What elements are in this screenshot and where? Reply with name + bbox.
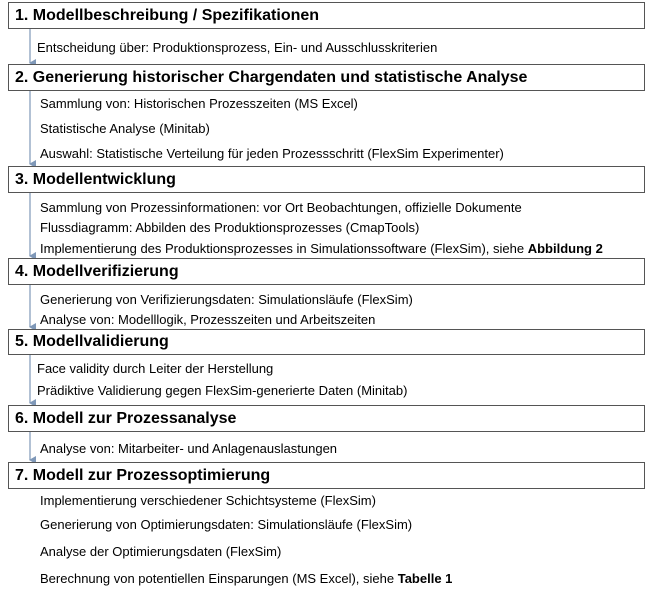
- step-1-item-1: Entscheidung über: Produktionsprozess, Ein- und Ausschlusskriterien: [37, 40, 438, 55]
- step-4-item-2: Analyse von: Modelllogik, Prozesszeiten und Arbeitszeiten: [40, 312, 376, 327]
- step-7-title: 7. Modell zur Prozessoptimierung: [15, 466, 271, 484]
- step-2-box: [8, 64, 645, 91]
- step-4-title: 4. Modellverifizierung: [15, 262, 179, 280]
- step-5-item-1: Face validity durch Leiter der Herstellung: [37, 361, 274, 376]
- step-2-item-3: Auswahl: Statistische Verteilung für jeden Prozessschritt (FlexSim Experimenter): [40, 146, 504, 161]
- step-5-title: 5. Modellvalidierung: [15, 333, 169, 350]
- step-7-box: [8, 462, 645, 489]
- step-3-title: 3. Modellentwicklung: [15, 170, 176, 188]
- step-6-item-1: Analyse von: Mitarbeiter- und Anlagenauslastungen: [40, 441, 338, 456]
- step-7-item-1: Implementierung verschiedener Schichtsysteme (FlexSim): [40, 493, 376, 508]
- step-2-item-1: Sammlung von: Historischen Prozesszeiten (MS Excel): [40, 96, 358, 111]
- step-3-item-1: Sammlung von Prozessinformationen: vor Ort Beobachtungen, offizielle Dokumente: [40, 200, 522, 215]
- step-5-item-2: Prädiktive Validierung gegen FlexSim-generierte Daten (Minitab): [37, 383, 408, 398]
- step-6-box: [8, 405, 645, 432]
- step-7-item-2: Generierung von Optimierungsdaten: Simulationsläufe (FlexSim): [40, 517, 413, 532]
- figure-reference: Abbildung 2: [527, 241, 603, 256]
- step-7-item-4: Berechnung von potentiellen Einsparungen (MS Excel), siehe Tabelle 1: [40, 571, 453, 586]
- step-4-item-1: Generierung von Verifizierungsdaten: Simulationsläufe (FlexSim): [40, 292, 413, 307]
- step-7-item-3: Analyse der Optimierungsdaten (FlexSim): [40, 544, 282, 559]
- step-2-item-2: Statistische Analyse (Minitab): [40, 121, 210, 136]
- step-3-box: [8, 166, 645, 193]
- step-3-item-2: Flussdiagramm: Abbilden des Produktionsprozesses (CmapTools): [40, 220, 420, 235]
- step-3-item-3: Implementierung des Produktionsprozesses in Simulationssoftware (FlexSim), siehe Abbildung 2: [40, 241, 603, 256]
- step-6-title: 6. Modell zur Prozessanalyse: [15, 409, 237, 427]
- step-2-title: 2. Generierung historischer Chargendaten und statistische Analyse: [15, 68, 528, 86]
- step-5-box: [8, 329, 645, 355]
- step-1-box: [8, 2, 645, 29]
- table-reference: Tabelle 1: [397, 571, 453, 586]
- step-1-title: 1. Modellbeschreibung / Spezifikationen: [15, 6, 320, 24]
- step-4-box: [8, 258, 645, 285]
